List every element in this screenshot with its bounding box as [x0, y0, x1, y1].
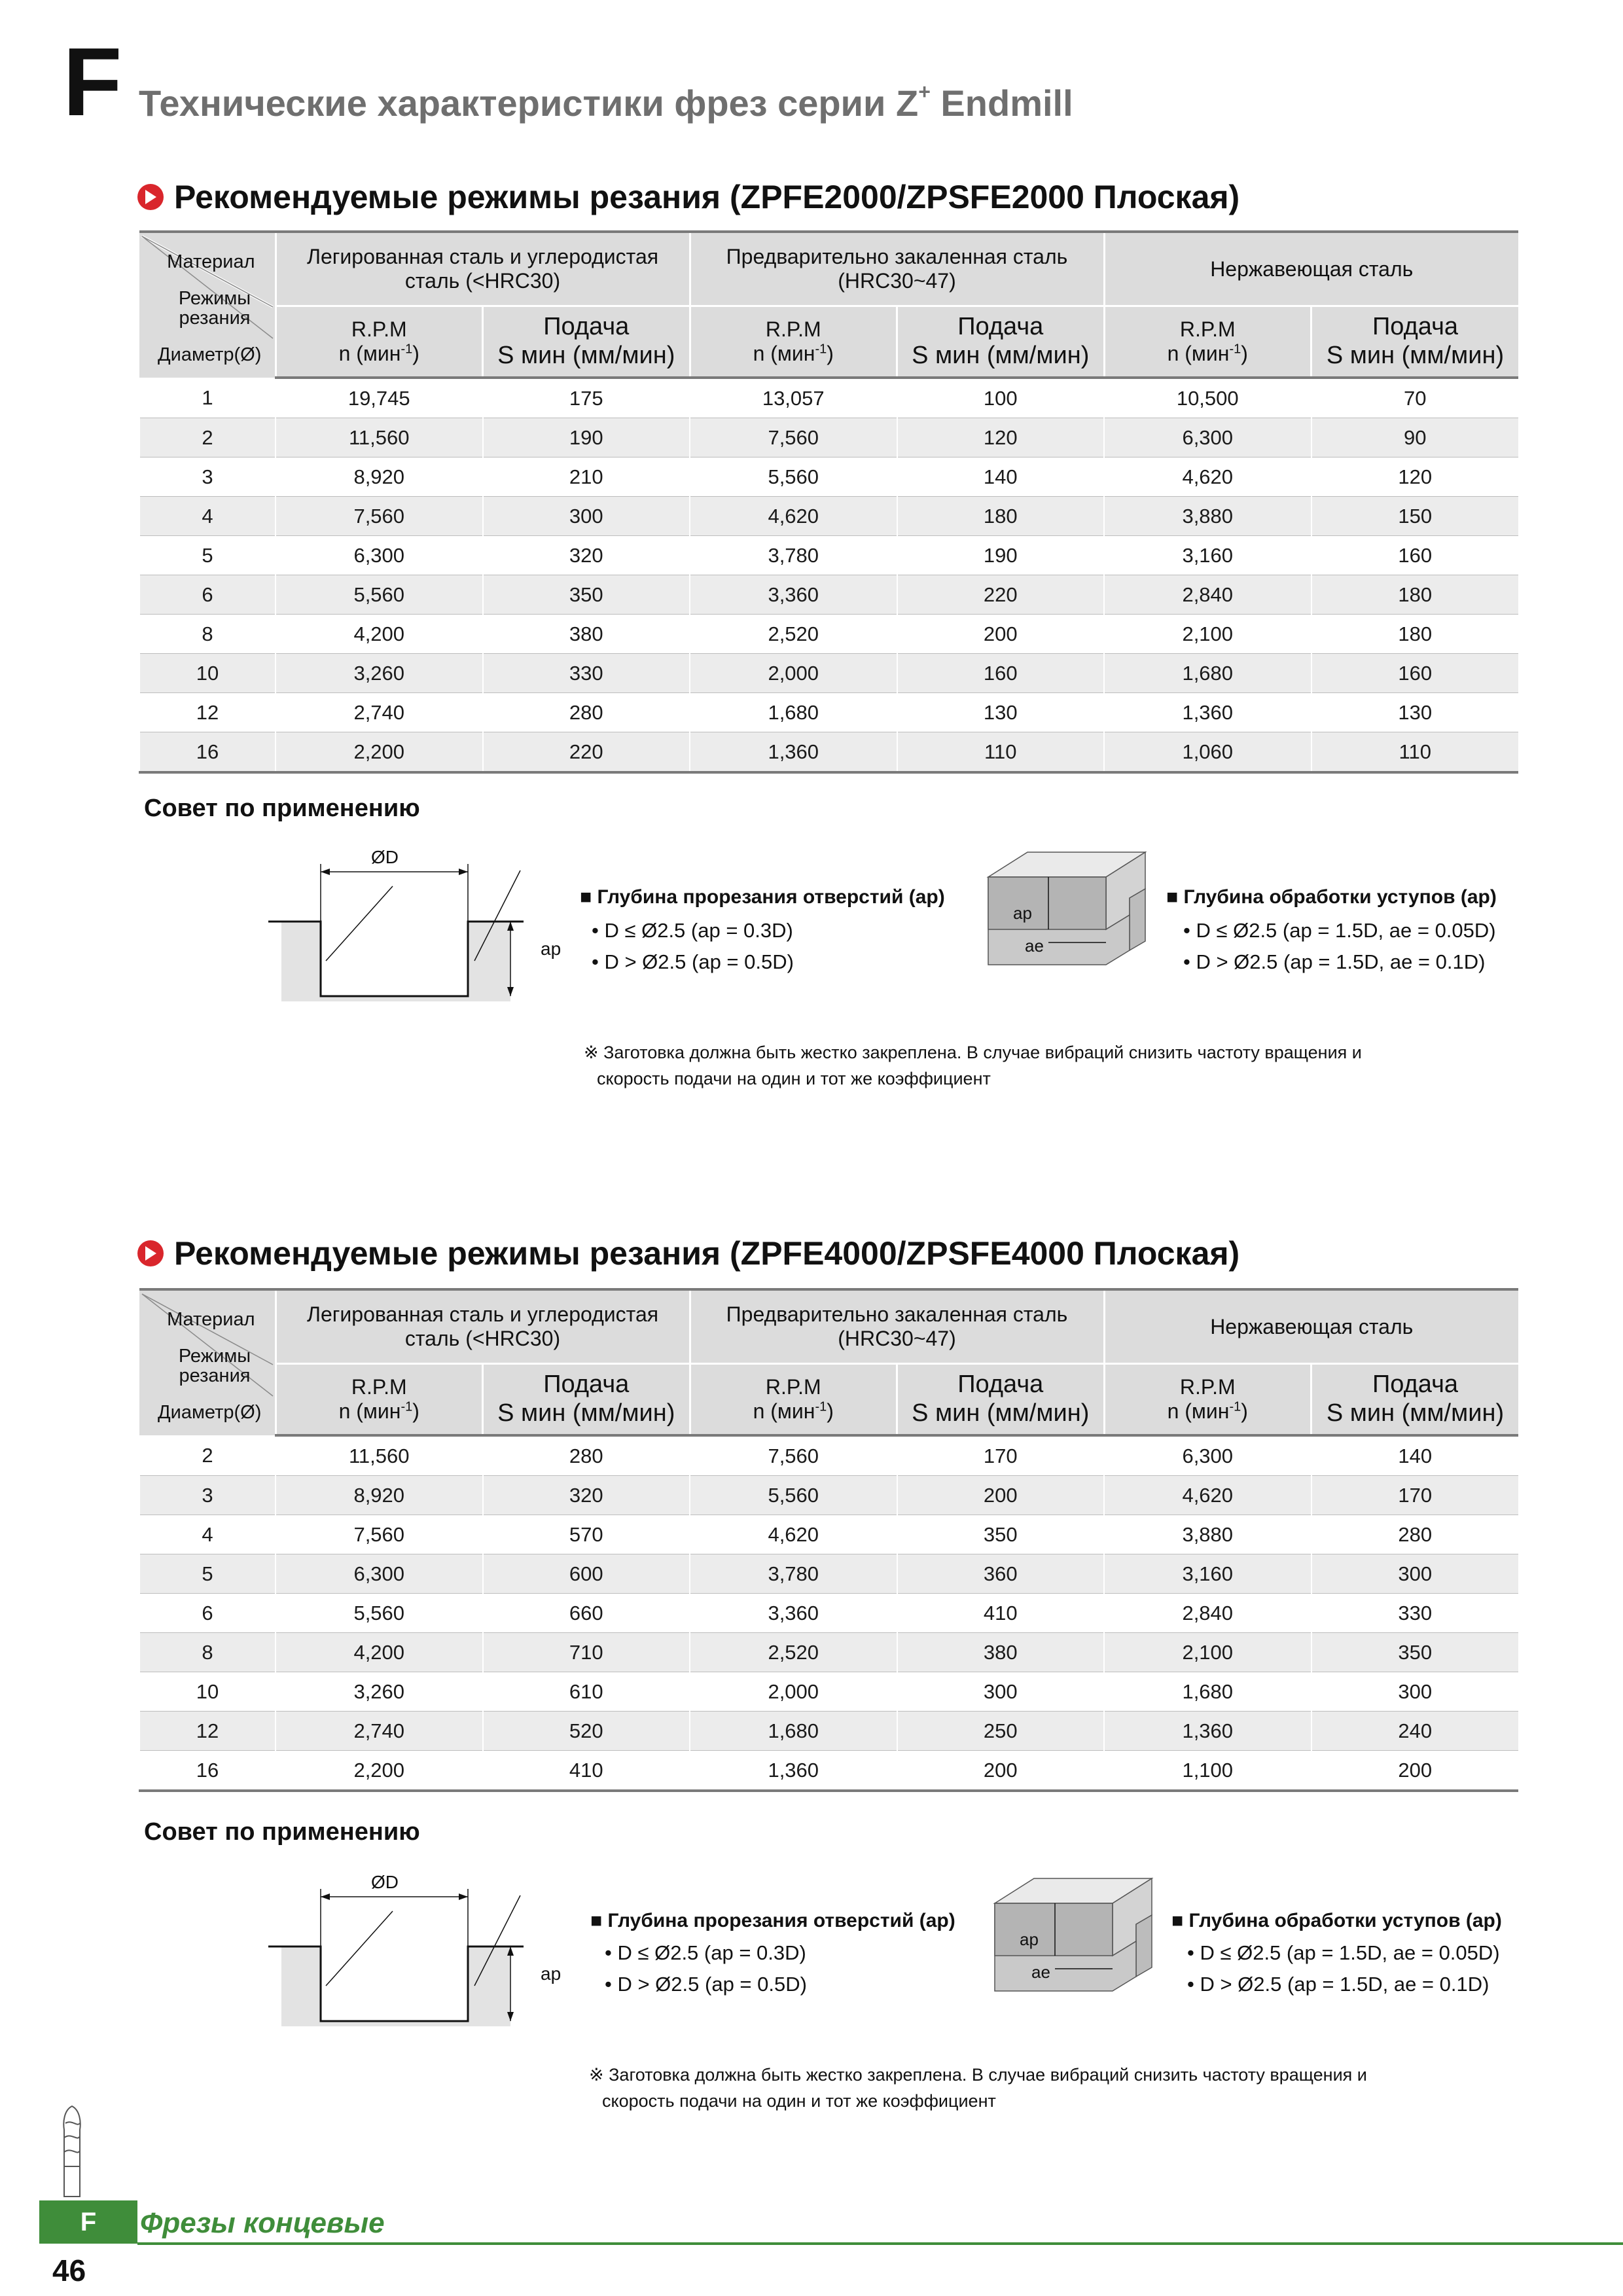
- value-cell: 160: [1311, 654, 1519, 693]
- value-cell: 320: [483, 1476, 690, 1515]
- diameter-cell: 12: [139, 1712, 276, 1751]
- ap-label: ap: [541, 1964, 562, 1984]
- cutting-modes-table: [139, 1288, 1518, 1792]
- shoulder-depth-item: • D > Ø2.5 (ap = 1.5D, ae = 0.1D): [1187, 1973, 1489, 1996]
- diameter-cell: 16: [139, 732, 276, 773]
- value-cell: 11,560: [276, 1435, 483, 1476]
- value-cell: 1,360: [1104, 1712, 1311, 1751]
- value-cell: 4,620: [690, 1515, 897, 1554]
- footer-category-label: Фрезы концевые: [140, 2207, 385, 2239]
- value-cell: 3,780: [690, 1554, 897, 1594]
- section-title: Рекомендуемые режимы резания (ZPFE2000/ZPSFE2000 Плоская): [174, 179, 1240, 215]
- advice-title: Совет по применению: [144, 1818, 420, 1846]
- value-cell: 13,057: [690, 378, 897, 418]
- diameter-cell: 1: [139, 378, 276, 418]
- value-cell: 220: [897, 575, 1105, 615]
- diameter-cell: 3: [139, 457, 276, 497]
- table-row: [139, 654, 1518, 693]
- table-row: [139, 693, 1518, 732]
- table-row: [139, 615, 1518, 654]
- value-cell: 2,840: [1104, 1594, 1311, 1633]
- value-cell: 1,680: [690, 1712, 897, 1751]
- slot-depth-item: • D ≤ Ø2.5 (ap = 0.3D): [605, 1941, 806, 1964]
- material-label: Материал: [167, 251, 255, 272]
- value-cell: 10,500: [1104, 378, 1311, 418]
- shoulder-depth-diagram: [975, 843, 1152, 994]
- value-cell: 6,300: [276, 536, 483, 575]
- value-cell: 280: [483, 1435, 690, 1476]
- value-cell: 5,560: [276, 575, 483, 615]
- value-cell: 5,560: [276, 1594, 483, 1633]
- page-title-suffix: Endmill: [930, 82, 1073, 124]
- table-row: [139, 1435, 1518, 1476]
- value-cell: 70: [1311, 378, 1519, 418]
- value-cell: 3,880: [1104, 497, 1311, 536]
- group-header-stainless-steel: Нержавеющая сталь: [1104, 1289, 1518, 1364]
- value-cell: 130: [897, 693, 1105, 732]
- value-cell: 250: [897, 1712, 1105, 1751]
- value-cell: 170: [897, 1435, 1105, 1476]
- value-cell: 2,520: [690, 615, 897, 654]
- value-cell: 160: [1311, 536, 1519, 575]
- slot-depth-item: • D > Ø2.5 (ap = 0.5D): [592, 950, 794, 973]
- ae-label: ae: [1025, 936, 1044, 956]
- value-cell: 330: [483, 654, 690, 693]
- value-cell: 320: [483, 536, 690, 575]
- value-cell: 2,000: [690, 654, 897, 693]
- diameter-cell: 16: [139, 1751, 276, 1791]
- value-cell: 180: [1311, 575, 1519, 615]
- table-row: [139, 1554, 1518, 1594]
- table-row: [139, 1515, 1518, 1554]
- value-cell: 300: [1311, 1672, 1519, 1712]
- feed-header: Подача S мин (мм/мин): [483, 306, 690, 378]
- value-cell: 140: [897, 457, 1105, 497]
- value-cell: 200: [897, 1476, 1105, 1515]
- value-cell: 2,740: [276, 693, 483, 732]
- value-cell: 110: [1311, 732, 1519, 773]
- value-cell: 220: [483, 732, 690, 773]
- shoulder-depth-item: • D > Ø2.5 (ap = 1.5D, ae = 0.1D): [1183, 950, 1486, 973]
- feed-header: Подача S мин (мм/мин): [483, 1364, 690, 1436]
- group-header-prehardened-steel: Предварительно закаленная сталь (HRC30~47): [690, 1289, 1104, 1364]
- diameter-cell: 4: [139, 1515, 276, 1554]
- section-letter: F: [63, 28, 122, 136]
- arrow-bullet-icon: [137, 1240, 164, 1266]
- value-cell: 7,560: [690, 1435, 897, 1476]
- rpm-header: R.P.M n (мин$^{-1}$): [276, 306, 483, 378]
- advice-title: Совет по применению: [144, 795, 420, 822]
- footer-section-tab: F: [39, 2200, 137, 2244]
- value-cell: 710: [483, 1633, 690, 1672]
- feed-header: Подача S мин (мм/мин): [1311, 1364, 1519, 1436]
- value-cell: 4,200: [276, 1633, 483, 1672]
- diameter-cell: 5: [139, 1554, 276, 1594]
- shoulder-depth-heading: ■ Глубина обработки уступов (ap): [1166, 886, 1497, 908]
- value-cell: 4,620: [690, 497, 897, 536]
- value-cell: 1,680: [1104, 654, 1311, 693]
- value-cell: 240: [1311, 1712, 1519, 1751]
- diameter-cell: 12: [139, 693, 276, 732]
- value-cell: 190: [483, 418, 690, 457]
- modes-label: Режимы резания: [178, 1345, 251, 1386]
- value-cell: 350: [483, 575, 690, 615]
- table-row: [139, 457, 1518, 497]
- value-cell: 2,200: [276, 1751, 483, 1791]
- table-row: [139, 1476, 1518, 1515]
- shoulder-depth-item: • D ≤ Ø2.5 (ap = 1.5D, ae = 0.05D): [1183, 919, 1496, 942]
- slot-depth-heading: ■ Глубина прорезания отверстий (ap): [580, 886, 945, 908]
- value-cell: 4,200: [276, 615, 483, 654]
- value-cell: 4,620: [1104, 457, 1311, 497]
- table-row: [139, 732, 1518, 773]
- value-cell: 350: [897, 1515, 1105, 1554]
- page-number: 46: [52, 2253, 86, 2287]
- value-cell: 1,100: [1104, 1751, 1311, 1791]
- footnote: ※ Заготовка должна быть жестко закреплена. В случае вибраций снизить частоту вращения и скорость подачи на один и тот же коэффициент: [589, 2065, 1367, 2111]
- value-cell: 175: [483, 378, 690, 418]
- group-header-prehardened-steel: Предварительно закаленная сталь (HRC30~47): [690, 232, 1104, 306]
- value-cell: 170: [1311, 1476, 1519, 1515]
- value-cell: 1,680: [690, 693, 897, 732]
- value-cell: 200: [897, 1751, 1105, 1791]
- value-cell: 1,680: [1104, 1672, 1311, 1712]
- value-cell: 520: [483, 1712, 690, 1751]
- shoulder-depth-item: • D ≤ Ø2.5 (ap = 1.5D, ae = 0.05D): [1187, 1941, 1500, 1964]
- ap-label: ap: [541, 939, 562, 959]
- table-row: [139, 1633, 1518, 1672]
- value-cell: 3,780: [690, 536, 897, 575]
- table-row: [139, 378, 1518, 418]
- value-cell: 110: [897, 732, 1105, 773]
- group-header-alloy-steel: Легированная сталь и углеродистая сталь (<HRC30): [276, 232, 690, 306]
- diameter-cell: 8: [139, 1633, 276, 1672]
- diameter-cell: 4: [139, 497, 276, 536]
- value-cell: 120: [897, 418, 1105, 457]
- shoulder-depth-heading: ■ Глубина обработки уступов (ap): [1171, 1910, 1502, 1931]
- diameter-cell: 8: [139, 615, 276, 654]
- slot-depth-heading: ■ Глубина прорезания отверстий (ap): [590, 1910, 955, 1931]
- value-cell: 8,920: [276, 457, 483, 497]
- modes-label: Режимы резания: [178, 287, 251, 329]
- value-cell: 19,745: [276, 378, 483, 418]
- diameter-cell: 2: [139, 1435, 276, 1476]
- value-cell: 1,360: [690, 732, 897, 773]
- value-cell: 180: [897, 497, 1105, 536]
- ap-label: ap: [1013, 903, 1032, 923]
- rpm-header: R.P.M n (мин$^{-1}$): [690, 306, 897, 378]
- value-cell: 1,360: [690, 1751, 897, 1791]
- diameter-cell: 10: [139, 1672, 276, 1712]
- slot-depth-item: • D ≤ Ø2.5 (ap = 0.3D): [592, 919, 793, 942]
- value-cell: 3,160: [1104, 536, 1311, 575]
- diameter-cell: 3: [139, 1476, 276, 1515]
- value-cell: 2,100: [1104, 615, 1311, 654]
- table-row: [139, 1672, 1518, 1712]
- arrow-bullet-icon: [137, 184, 164, 210]
- shoulder-depth-diagram: [982, 1869, 1158, 2020]
- value-cell: 380: [483, 615, 690, 654]
- table-row: [139, 1712, 1518, 1751]
- value-cell: 7,560: [276, 1515, 483, 1554]
- rpm-header: R.P.M n (мин$^{-1}$): [1104, 306, 1311, 378]
- group-header-stainless-steel: Нержавеющая сталь: [1104, 232, 1518, 306]
- value-cell: 4,620: [1104, 1476, 1311, 1515]
- value-cell: 120: [1311, 457, 1519, 497]
- value-cell: 410: [897, 1594, 1105, 1633]
- value-cell: 360: [897, 1554, 1105, 1594]
- value-cell: 600: [483, 1554, 690, 1594]
- value-cell: 410: [483, 1751, 690, 1791]
- value-cell: 1,060: [1104, 732, 1311, 773]
- value-cell: 280: [1311, 1515, 1519, 1554]
- value-cell: 2,840: [1104, 575, 1311, 615]
- value-cell: 90: [1311, 418, 1519, 457]
- slot-depth-item: • D > Ø2.5 (ap = 0.5D): [605, 1973, 807, 1996]
- rpm-header: R.P.M n (мин$^{-1}$): [690, 1364, 897, 1436]
- value-cell: 570: [483, 1515, 690, 1554]
- value-cell: 3,260: [276, 654, 483, 693]
- page-title-text: Технические характеристики фрез серии Z: [139, 82, 919, 124]
- table-row: [139, 418, 1518, 457]
- diameter-cell: 6: [139, 575, 276, 615]
- value-cell: 2,520: [690, 1633, 897, 1672]
- table-row: [139, 575, 1518, 615]
- value-cell: 11,560: [276, 418, 483, 457]
- diameter-label: ØD: [371, 1872, 399, 1892]
- corner-header: [139, 232, 276, 378]
- value-cell: 3,880: [1104, 1515, 1311, 1554]
- corner-header: [139, 1289, 276, 1435]
- ae-label: ae: [1031, 1962, 1050, 1982]
- table-row: [139, 497, 1518, 536]
- value-cell: 300: [1311, 1554, 1519, 1594]
- footnote: ※ Заготовка должна быть жестко закреплена. В случае вибраций снизить частоту вращения и скорость подачи на один и тот же коэффициент: [584, 1043, 1362, 1088]
- rpm-header: R.P.M n (мин$^{-1}$): [276, 1364, 483, 1436]
- value-cell: 280: [483, 693, 690, 732]
- value-cell: 5,560: [690, 457, 897, 497]
- value-cell: 160: [897, 654, 1105, 693]
- cutting-modes-table: [139, 230, 1518, 774]
- value-cell: 350: [1311, 1633, 1519, 1672]
- value-cell: 6,300: [1104, 418, 1311, 457]
- table-row: [139, 1594, 1518, 1633]
- section-heading: [137, 1234, 1240, 1272]
- value-cell: 2,740: [276, 1712, 483, 1751]
- value-cell: 200: [1311, 1751, 1519, 1791]
- diameter-cell: 5: [139, 536, 276, 575]
- feed-header: Подача S мин (мм/мин): [1311, 306, 1519, 378]
- value-cell: 3,160: [1104, 1554, 1311, 1594]
- diameter-label: Диаметр(Ø): [158, 344, 262, 365]
- value-cell: 1,360: [1104, 693, 1311, 732]
- footer-divider: [137, 2242, 1623, 2245]
- value-cell: 210: [483, 457, 690, 497]
- value-cell: 300: [897, 1672, 1105, 1712]
- value-cell: 3,360: [690, 575, 897, 615]
- value-cell: 3,260: [276, 1672, 483, 1712]
- slot-depth-diagram: [262, 1869, 576, 2033]
- section-heading: [137, 178, 1240, 216]
- value-cell: 610: [483, 1672, 690, 1712]
- value-cell: 2,100: [1104, 1633, 1311, 1672]
- slot-depth-diagram: [262, 844, 576, 1008]
- endmill-icon: [58, 2104, 86, 2199]
- value-cell: 330: [1311, 1594, 1519, 1633]
- table-row: [139, 1751, 1518, 1791]
- diameter-cell: 10: [139, 654, 276, 693]
- value-cell: 660: [483, 1594, 690, 1633]
- page-title: [139, 80, 1073, 124]
- value-cell: 7,560: [690, 418, 897, 457]
- value-cell: 3,360: [690, 1594, 897, 1633]
- value-cell: 5,560: [690, 1476, 897, 1515]
- feed-header: Подача S мин (мм/мин): [897, 1364, 1105, 1436]
- material-label: Материал: [167, 1308, 255, 1330]
- value-cell: 200: [897, 615, 1105, 654]
- value-cell: 140: [1311, 1435, 1519, 1476]
- value-cell: 2,000: [690, 1672, 897, 1712]
- value-cell: 180: [1311, 615, 1519, 654]
- feed-header: Подача S мин (мм/мин): [897, 306, 1105, 378]
- group-header-alloy-steel: Легированная сталь и углеродистая сталь (<HRC30): [276, 1289, 690, 1364]
- value-cell: 300: [483, 497, 690, 536]
- ap-label: ap: [1020, 1929, 1039, 1949]
- diameter-cell: 6: [139, 1594, 276, 1633]
- value-cell: 130: [1311, 693, 1519, 732]
- diameter-cell: 2: [139, 418, 276, 457]
- value-cell: 8,920: [276, 1476, 483, 1515]
- page-title-sup: +: [918, 80, 931, 103]
- section-title: Рекомендуемые режимы резания (ZPFE4000/ZPSFE4000 Плоская): [174, 1235, 1240, 1272]
- value-cell: 7,560: [276, 497, 483, 536]
- value-cell: 6,300: [1104, 1435, 1311, 1476]
- value-cell: 190: [897, 536, 1105, 575]
- table-row: [139, 536, 1518, 575]
- rpm-header: R.P.M n (мин$^{-1}$): [1104, 1364, 1311, 1436]
- value-cell: 100: [897, 378, 1105, 418]
- value-cell: 380: [897, 1633, 1105, 1672]
- value-cell: 2,200: [276, 732, 483, 773]
- diameter-label: Диаметр(Ø): [158, 1401, 262, 1423]
- value-cell: 6,300: [276, 1554, 483, 1594]
- value-cell: 150: [1311, 497, 1519, 536]
- diameter-label: ØD: [371, 847, 399, 867]
